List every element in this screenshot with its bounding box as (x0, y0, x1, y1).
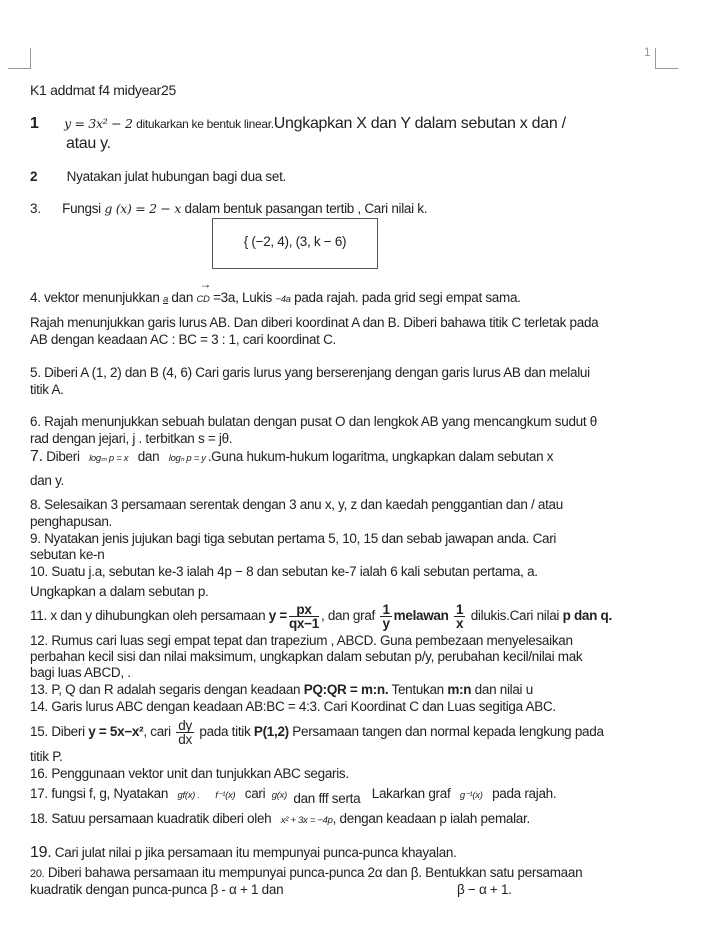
question-19 (30, 845, 457, 861)
q3-text-a: Fungsi (62, 201, 101, 216)
q17-text-c: dan fff serta (293, 791, 361, 806)
q7-log-2: logₙ p = y (168, 453, 206, 464)
q18-text-b: , dengan keadaan p ialah pemalar. (332, 811, 530, 826)
q13-text-e: dan nilai u (471, 682, 533, 697)
q15-line-2: titik P. (30, 749, 63, 764)
rajah-line-1: Rajah menunjukkan garis lurus AB. Dan diberi koordinat A dan B. Diberi bahawa titik C terletak pada (30, 315, 599, 330)
question-18 (30, 811, 530, 829)
q3-equation: g (x) = 2 − x (104, 201, 182, 216)
q17-g-inverse: g⁻¹(x) (459, 790, 483, 801)
q11-text-e: p dan q. (562, 608, 612, 623)
q11-text-c: melawan (393, 608, 449, 623)
q17-text-a: 17. fungsi f, g, Nyatakan (30, 786, 169, 801)
q4-text-b: dan (171, 290, 194, 305)
q17-f-inverse: f⁻¹(x) (215, 790, 236, 801)
vector-cd: CD (196, 294, 210, 305)
q4-text-a: 4. vektor menunjukkan (30, 290, 160, 305)
ordered-pairs-box (212, 218, 378, 269)
q13-ratio: PQ:QR = m:n. (303, 682, 389, 697)
q13-text-c: Tentukan (391, 682, 444, 697)
q19-number: 19. (30, 844, 52, 861)
q11-equation: y = (268, 608, 287, 623)
q17-text-b: cari (244, 786, 266, 801)
q2-text: Nyatakan julat hubungan bagi dua set. (66, 169, 286, 184)
q17-gf: gf(x) . (177, 790, 200, 801)
q11-text-d: dilukis.Cari nilai (470, 608, 560, 623)
q12-line-2: perbahan kecil sisi dan nilai maksimum, ungkapkan dalam sebutan p/y, perubahan kecil/nilai mak (30, 649, 583, 664)
q1-equation: y = 3x² − 2 (64, 116, 133, 131)
q2-number: 2 (30, 169, 38, 184)
question-14: 14. Garis lurus ABC dengan keadaan AB:BC = 4:3. Cari Koordinat C dan Luas segitiga ABC. (30, 699, 556, 714)
q12-line-3: bagi luas ABCD, . (30, 665, 131, 680)
q9-line-1: 9. Nyatakan jenis jujukan bagi tiga sebutan pertama 5, 10, 15 dan sebab jawapan anda. Cari (30, 531, 557, 546)
q15-text-a: 15. Diberi (30, 724, 85, 739)
question-2 (30, 169, 286, 185)
q7-line-2: dan y. (30, 473, 64, 488)
question-15 (30, 717, 604, 747)
q10-line-1: 10. Suatu j.a, sebutan ke-3 ialah 4p − 8 dan sebutan ke-7 ialah 6 kali sebutan pertama, a. (30, 564, 538, 579)
question-13 (30, 682, 533, 698)
q11-frac2-den: x (456, 615, 464, 631)
margin-corner-left (8, 48, 31, 69)
q15-text-c: pada titik (199, 724, 251, 739)
q11-numerator: px (289, 603, 319, 617)
question-17 (30, 786, 556, 804)
ordered-pairs: { (−2, 4), (3, k − 6) (243, 234, 347, 249)
q20-line-1: Diberi bahawa persamaan itu mempunyai punca-punca 2α dan β. Bentukkan satu persamaan (47, 865, 583, 880)
q11-frac1-den: y (382, 615, 390, 631)
vector-minus-4a: −4a (275, 294, 291, 305)
q3-text-b: dalam bentuk pasangan tertib , Cari nilai k. (184, 201, 428, 216)
q1-number: 1 (30, 115, 39, 132)
question-4 (30, 277, 521, 308)
margin-corner-right (655, 48, 678, 69)
q10-line-2: Ungkapkan a dalam sebutan p. (30, 584, 209, 599)
rajah-line-2: AB dengan keadaan AC : BC = 3 : 1, cari koordinat C. (30, 332, 336, 347)
q1-line2: atau y. (66, 135, 111, 152)
q5-line-2: titik A. (30, 382, 64, 397)
q20-line-3: β − α + 1. (457, 882, 512, 897)
q17-text-e: pada rajah. (492, 786, 557, 801)
question-1 (30, 116, 566, 132)
q1-text-a: ditukarkan ke bentuk linear. (136, 117, 274, 131)
q9-line-2: sebutan ke-n (30, 547, 105, 562)
q8-line-2: penghapusan. (30, 514, 112, 529)
vector-a: a (162, 294, 168, 305)
q7-number: 7. (30, 448, 43, 465)
q7-log-1: logₘ p = x (89, 453, 129, 464)
q6-line-1: 6. Rajah menunjukkan sebuah bulatan dengan pusat O dan lengkok AB yang mencangkum sudut θ (30, 414, 597, 429)
q11-text-a: 11. x dan y dihubungkan oleh persamaan (30, 608, 266, 623)
q15-dy: dy (178, 717, 192, 733)
question-3 (30, 201, 427, 217)
q6-line-2: rad dengan jejari, j . terbitkan s = jθ. (30, 431, 233, 446)
q20-line-2: kuadratik dengan punca-punca β - α + 1 dan (30, 882, 284, 897)
document-title: K1 addmat f4 midyear25 (30, 82, 176, 98)
q11-denominator: qx−1 (288, 615, 319, 631)
q11-frac1-num: 1 (382, 601, 390, 617)
question-7 (30, 449, 553, 467)
q5-line-1: 5. Diberi A (1, 2) dan B (4, 6) Cari garis lurus yang berserenjang dengan garis lurus AB dan melalui (30, 365, 590, 380)
q18-text-a: 18. Satuu persamaan kuadratik diberi oleh (30, 811, 272, 826)
q4-text-c: =3a, Lukis (213, 290, 272, 305)
q15-dx: dx (178, 731, 192, 747)
q15-text-d: Persamaan tangen dan normal kepada lengkung pada (288, 724, 604, 739)
q18-equation: x² + 3x = −4p (280, 815, 333, 826)
q11-frac2-num: 1 (456, 601, 464, 617)
question-11 (30, 601, 612, 631)
q8-line-1: 8. Selesaikan 3 persamaan serentak dengan 3 anu x, y, z dan kaedah penggantian dan / atau (30, 497, 563, 512)
q4-text-d: pada rajah. pada grid segi empat sama. (294, 290, 521, 305)
q13-mn: m:n (447, 682, 472, 697)
question-20 (30, 865, 582, 882)
page-number: 1 (644, 45, 651, 59)
q19-text: Cari julat nilai p jika persamaan itu mempunyai punca-punca khayalan. (54, 845, 457, 860)
q7-text-a: Diberi (46, 449, 80, 464)
q15-text-b: , cari (143, 724, 171, 739)
q3-number: 3. (30, 201, 41, 216)
q15-point: P(1,2) (253, 724, 289, 739)
q7-text-c: .Guna hukum-hukum logaritma, ungkapkan dalam sebutan x (207, 449, 554, 464)
q11-text-b: , dan graf (320, 608, 375, 623)
q12-line-1: 12. Rumus cari luas segi empat tepat dan trapezium , ABCD. Guna pembezaan menyelesaikan (30, 633, 573, 648)
question-16: 16. Penggunaan vektor unit dan tunjukkan ABC segaris. (30, 766, 349, 781)
q20-number: 20. (30, 868, 45, 880)
q17-text-d: Lakarkan graf (371, 786, 451, 801)
q1-text-b: Ungkapkan X dan Y dalam sebutan x dan / (273, 115, 566, 132)
q13-text-a: 13. P, Q dan R adalah segaris dengan keadaan (30, 682, 301, 697)
q15-equation: y = 5x−x² (88, 724, 144, 739)
q7-text-b: dan (137, 449, 160, 464)
q17-g: g(x) (271, 790, 287, 801)
vector-arrow-icon: → (199, 277, 212, 291)
